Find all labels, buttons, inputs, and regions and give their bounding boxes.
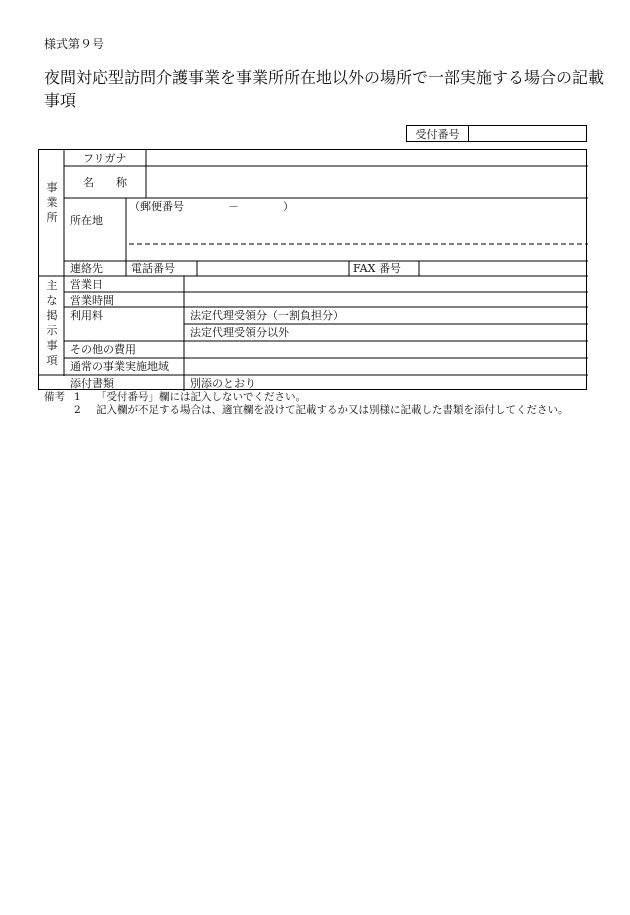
attachments-value: 別添のとおり <box>190 377 256 390</box>
other-costs-label: その他の費用 <box>70 343 136 356</box>
note-text: 「受付番号」欄には記入しないでください。 <box>96 391 306 403</box>
fee-non-proxy-label: 法定代理受領分以外 <box>190 326 289 339</box>
contact-label: 連絡先 <box>70 262 103 275</box>
fee-proxy-label: 法定代理受領分（一割負担分） <box>190 309 344 322</box>
office-vertical-label: 事業所 <box>46 181 58 224</box>
business-hours-label: 営業時間 <box>70 294 114 307</box>
note-number: 1 <box>74 391 81 403</box>
receipt-number-field[interactable] <box>469 126 586 141</box>
address-label: 所在地 <box>70 214 103 227</box>
service-area-label: 通常の事業実施地域 <box>70 360 169 373</box>
notes-section <box>44 391 584 417</box>
note-number: 2 <box>74 404 81 416</box>
note-text: 記入欄が不足する場合は、適宜欄を設けて記載するか又は別様に記載した書類を添付してください。 <box>96 404 569 416</box>
page-title: 夜間対応型訪問介護事業を事業所所在地以外の場所で一部実施する場合の記載事項 <box>44 68 605 110</box>
business-days-label: 営業日 <box>70 278 103 291</box>
main-vertical-label: 主な掲示事項 <box>46 279 58 367</box>
receipt-number-label: 受付番号 <box>407 126 469 141</box>
fax-label: FAX 番号 <box>353 262 401 275</box>
phone-label: 電話番号 <box>131 262 175 275</box>
notes-label: 備考 <box>44 391 65 403</box>
registration-form <box>38 149 587 390</box>
receipt-number-box <box>406 125 587 142</box>
attachments-label: 添付書類 <box>70 377 114 390</box>
postal-code-label: （郵便番号 － ） <box>129 200 294 213</box>
furigana-label: フリガナ <box>83 152 127 165</box>
form-number: 様式第９号 <box>44 37 105 51</box>
name-label: 名 称 <box>83 176 127 189</box>
fees-label: 利用料 <box>70 309 103 322</box>
